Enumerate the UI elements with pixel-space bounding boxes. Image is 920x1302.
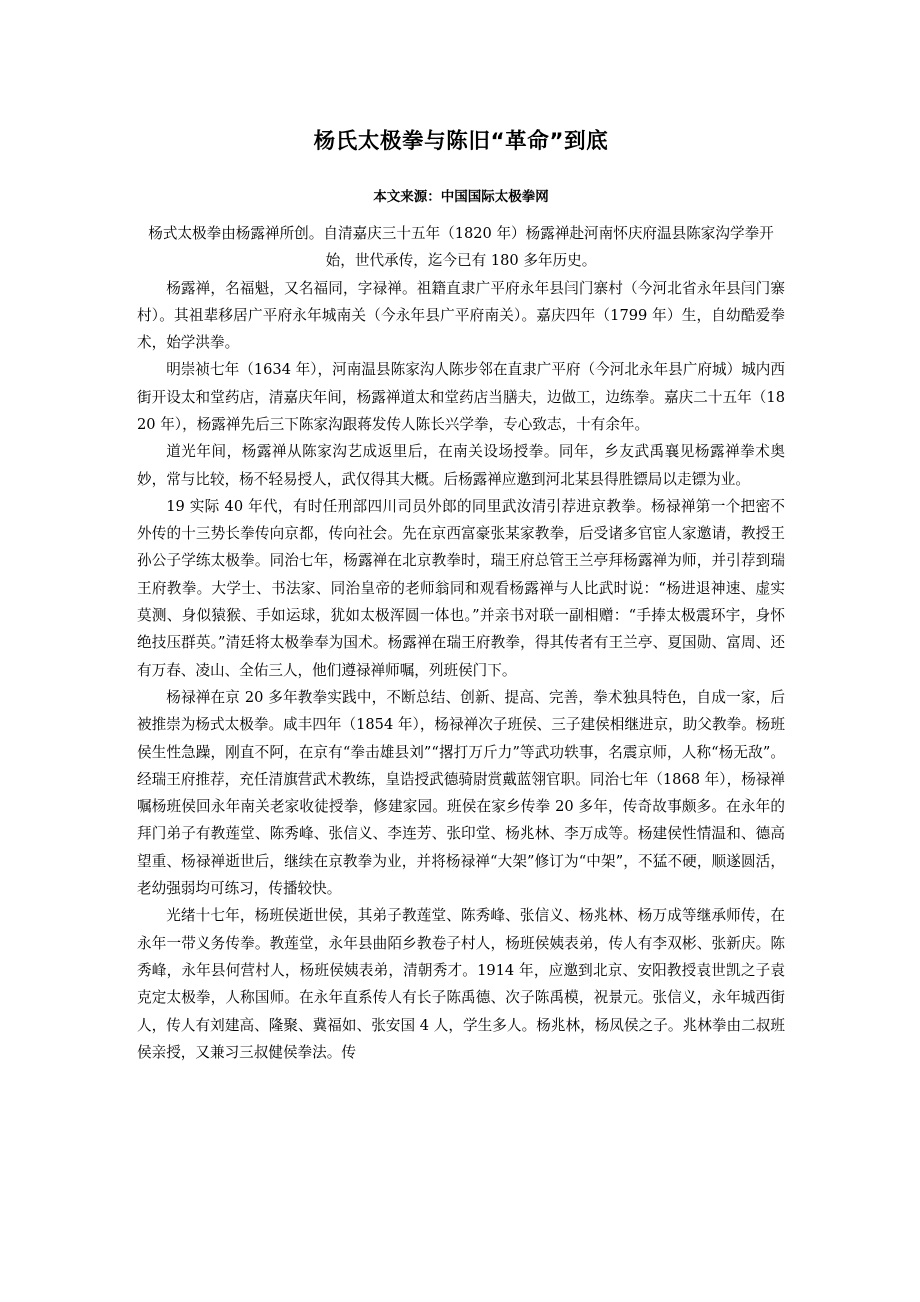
body-paragraph-1: 杨式太极拳由杨露禅所创。自清嘉庆三十五年（1820 年）杨露禅赴河南怀庆府温县陈家沟学拳开始，世代承传，迄今已有 180 多年历史。 xyxy=(148,224,774,270)
body-paragraph-7: 光绪十七年，杨班侯逝世侯，其弟子教莲堂、陈秀峰、张信义、杨兆林、杨万成等继承师传，在永年一带义务传拳。教莲堂，永年县曲陌乡教卷子村人，杨班侯姨表弟，传人有李双彬、张新庆。陈秀峰，永年县何营村人，杨班侯姨表弟，清朝秀才。1914 年，应邀到北京、安阳教授袁世凯之子袁克定太极拳，人称国师。在永年直系传人有长子陈禹德、次子陈禹模，祝景元。张信义，永年城西街人，传人有刘建高、隆聚、冀福如、张安国 4 人，学生多人。杨兆林，杨凤侯之子。兆林拳由二叔班侯亲授，又兼习三叔健侯拳法。传 xyxy=(137,907,785,1061)
body-paragraph-4: 道光年间，杨露禅从陈家沟艺成返里后，在南关设场授拳。同年，乡友武禹襄见杨露禅拳术奥妙，常与比较，杨不轻易授人，武仅得其大概。后杨露禅应邀到河北某县得胜镖局以走镖为业。 xyxy=(137,443,785,488)
body-paragraph-2: 杨露禅，名福魁，又名福同，字禄禅。祖籍直隶广平府永年县闫门寨村（今河北省永年县闫门寨村）。其祖辈移居广平府永年城南关（今永年县广平府南关）。嘉庆四年（1799 年）生，自幼酷爱拳术，始学洪拳。 xyxy=(137,279,785,352)
body-paragraph-3: 明崇祯七年（1634 年），河南温县陈家沟人陈步邻在直隶广平府（今河北永年县广府城）城内西街开设太和堂药店，清嘉庆年间，杨露禅道太和堂药店当膳夫，边做工，边练拳。嘉庆二十五年（1820 年），杨露禅先后三下陈家沟跟蒋发传人陈长兴学拳，专心致志，十有余年。 xyxy=(137,361,785,433)
document-content xyxy=(137,0,785,1066)
article-source-line: 本文来源：中国国际太极拳网 xyxy=(373,189,549,206)
body-paragraph-5: 19 实际 40 年代，有时任刑部四川司员外郎的同里武汝清引荐进京教拳。杨禄禅第一个把密不外传的十三势长拳传向京都，传向社会。先在京西富豪张某家教拳，后受诸多官宦人家邀请，教授王孙公子学练太极拳。同治七年，杨露禅在北京教拳时，瑞王府总管王兰亭拜杨露禅为师，并引荐到瑞王府教拳。大学士、书法家、同治皇帝的老师翁同和观看杨露禅与人比武时说：“杨进退神速、虚实莫测、身似猿猴、手如运球，犹如太极浑圆一体也。”并亲书对联一副相赠：“手捧太极震环宇，身怀绝技压群英。”清廷将太极拳奉为国术。杨露禅在瑞王府教拳，得其传者有王兰亭、夏国勋、富周、还有万春、凌山、全佑三人，他们遵禄禅师嘱，列班侯门下。 xyxy=(137,497,785,679)
page-title: 杨氏太极拳与陈旧“革命”到底 xyxy=(313,129,609,154)
body-paragraph-6: 杨禄禅在京 20 多年教拳实践中，不断总结、创新、提高、完善，拳术独具特色，自成一家，后被推崇为杨式太极拳。咸丰四年（1854 年），杨禄禅次子班侯、三子建侯相继进京，助父教拳。杨班侯生性急躁，刚直不阿，在京有“拳击雄县刘”“撂打万斤力”等武功轶事，名震京师，人称“杨无敌”。经瑞王府推荐，充任清旗营武术教练，皇诰授武德骑尉赏戴蓝翎官职。同治七年（1868 年），杨禄禅嘱杨班侯回永年南关老家收徒授拳，修建家园。班侯在家乡传拳 20 多年，传奇故事颇多。在永年的拜门弟子有教莲堂、陈秀峰、张信义、李连芳、张印堂、杨兆林、李万成等。杨建侯性情温和、德高望重、杨禄禅逝世后，继续在京教拳为业，并将杨禄禅“大架”修订为“中架”，不猛不硬，顺遂圆活，老幼强弱均可练习，传播较快。 xyxy=(137,688,785,898)
